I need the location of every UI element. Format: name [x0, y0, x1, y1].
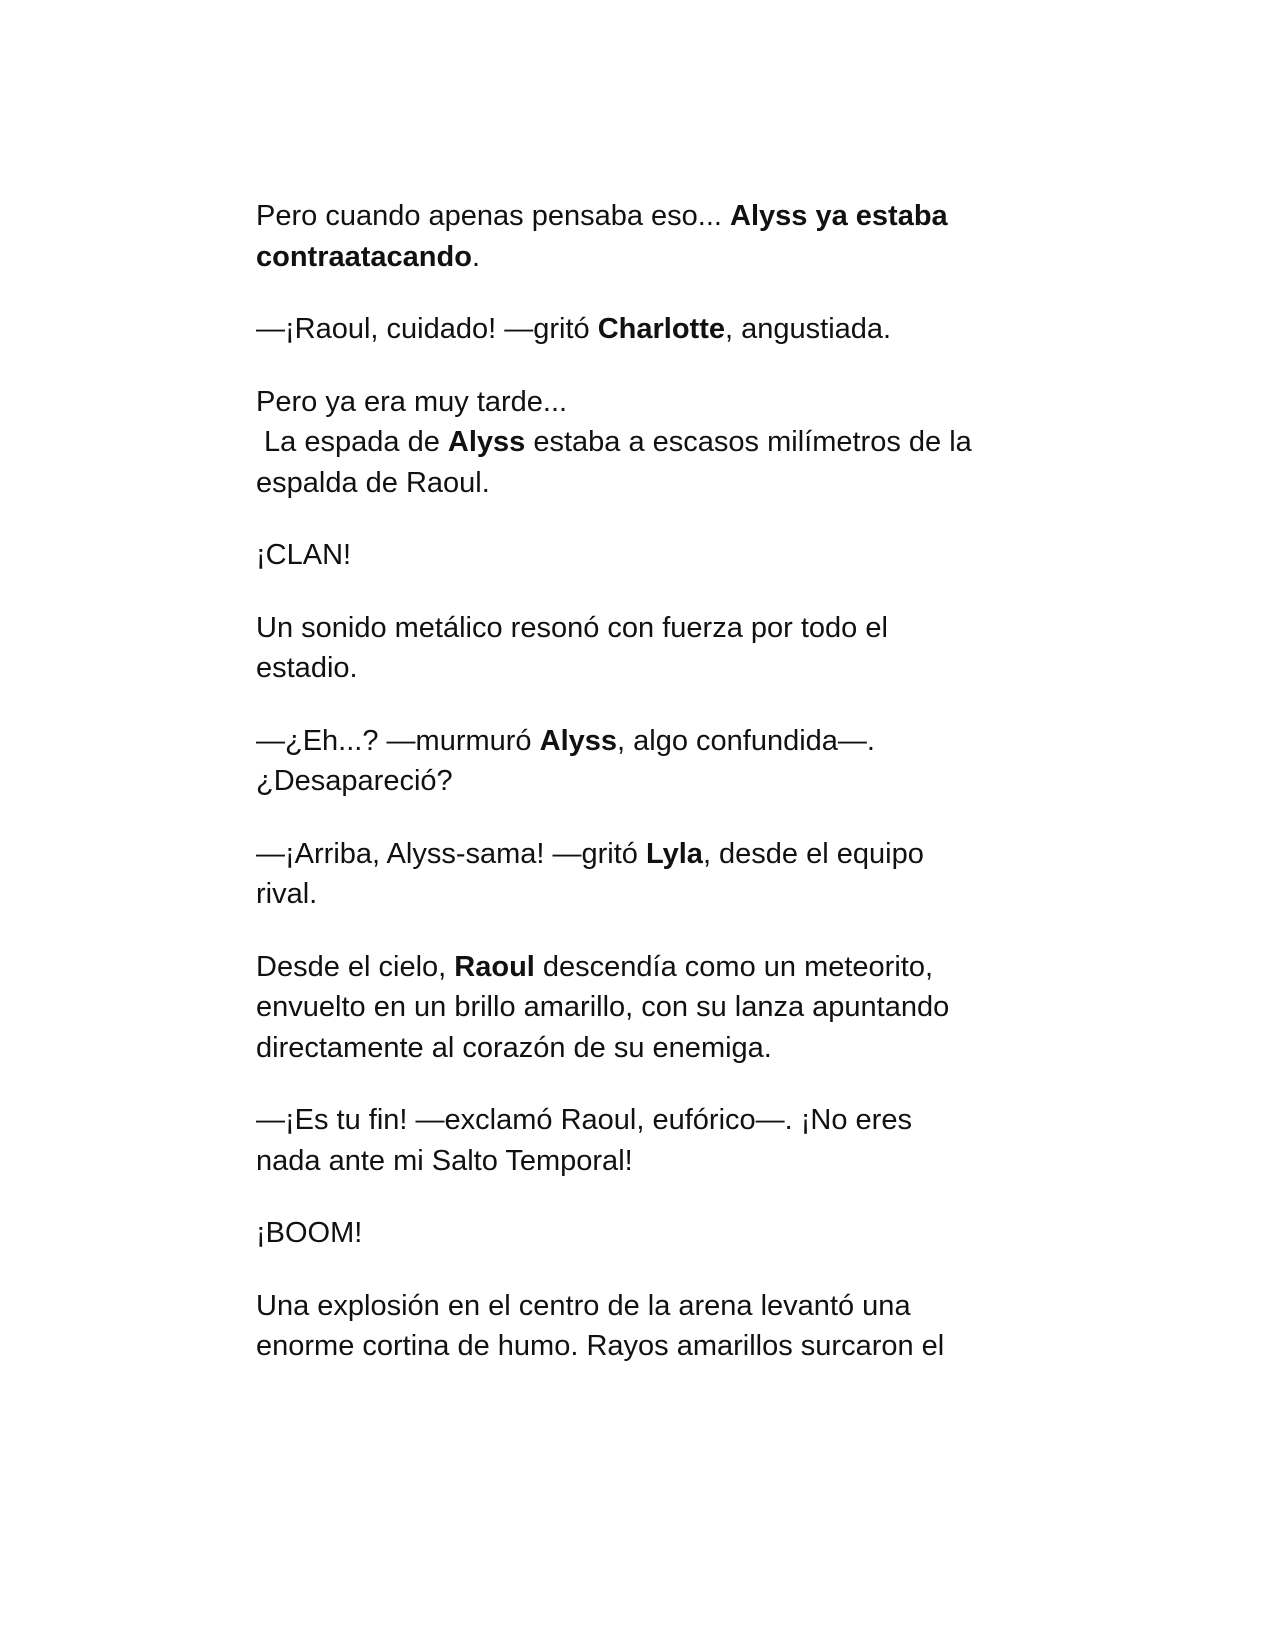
text-line	[256, 947, 1016, 988]
paragraph	[256, 1286, 1016, 1367]
paragraph	[256, 834, 1016, 915]
text-run: ¡BOOM!	[256, 1217, 363, 1249]
text-line	[256, 987, 1016, 1028]
text-run: enorme cortina de humo. Rayos amarillos surcaron el	[256, 1330, 945, 1362]
text-line	[256, 196, 1016, 237]
text-run: Pero ya era muy tarde...	[256, 385, 568, 418]
text-run: , algo confundida—.	[617, 724, 875, 757]
bold-text: Alyss ya estaba	[730, 200, 948, 232]
text-line	[256, 463, 1016, 504]
text-run: ¿Desapareció?	[256, 765, 453, 797]
text-run: —¿Eh...? —murmuró	[256, 724, 540, 757]
text-line	[256, 1100, 1016, 1141]
text-run: —¡Es tu fin! —exclamó Raoul, eufórico—. ¡No eres	[256, 1104, 912, 1136]
bold-text: Alyss	[447, 426, 526, 458]
text-run: Una explosión en el centro de la arena levantó una	[256, 1289, 911, 1322]
text-run: envuelto en un brillo amarillo, con su lanza apuntando	[256, 991, 950, 1023]
paragraph	[256, 608, 1016, 689]
paragraph	[256, 1213, 1016, 1254]
text-run: descendía como un meteorito,	[534, 950, 934, 983]
text-run: Un sonido metálico resonó con fuerza por todo el	[256, 611, 888, 644]
bold-text: Charlotte	[597, 313, 726, 345]
bold-text: Lyla	[645, 837, 703, 870]
text-run: estaba a escasos milímetros de la	[525, 426, 972, 458]
text-run: Desde el cielo,	[256, 950, 455, 983]
text-line	[256, 1213, 1016, 1254]
text-run: ¡CLAN!	[256, 539, 352, 571]
bold-text: Alyss	[539, 724, 618, 757]
text-run: espalda de Raoul.	[256, 466, 490, 499]
paragraph	[256, 309, 1016, 350]
text-line	[256, 422, 1016, 463]
text-line	[256, 648, 1016, 689]
text-run: estadio.	[256, 652, 358, 684]
text-line	[256, 237, 1016, 278]
bold-text: contraatacando	[256, 240, 472, 273]
paragraph	[256, 947, 1016, 1069]
text-run: —¡Raoul, cuidado! —gritó	[256, 313, 598, 345]
text-run: Pero cuando apenas pensaba eso...	[256, 200, 731, 232]
text-run: nada ante mi Salto Temporal!	[256, 1144, 633, 1177]
text-run: , angustiada.	[725, 313, 892, 345]
text-line	[256, 382, 1016, 423]
paragraph	[256, 1100, 1016, 1181]
text-run: directamente al corazón de su enemiga.	[256, 1031, 772, 1064]
text-line	[256, 834, 1016, 875]
bold-text: Raoul	[454, 950, 535, 983]
text-line	[256, 1286, 1016, 1327]
text-run: La espada de	[256, 426, 448, 458]
text-line	[256, 761, 1016, 802]
text-line	[256, 608, 1016, 649]
paragraph	[256, 721, 1016, 802]
paragraph	[256, 196, 1016, 277]
text-line	[256, 535, 1016, 576]
text-run: .	[471, 240, 481, 273]
text-run: rival.	[256, 878, 318, 910]
text-line	[256, 1028, 1016, 1069]
text-line	[256, 721, 1016, 762]
paragraph	[256, 535, 1016, 576]
text-run: , desde el equipo	[702, 837, 924, 870]
text-line	[256, 1141, 1016, 1182]
paragraph	[256, 382, 1016, 504]
text-line	[256, 1326, 1016, 1367]
story-text	[256, 196, 1016, 1399]
text-line	[256, 874, 1016, 915]
text-line	[256, 309, 1016, 350]
text-run: —¡Arriba, Alyss-sama! —gritó	[256, 837, 646, 870]
